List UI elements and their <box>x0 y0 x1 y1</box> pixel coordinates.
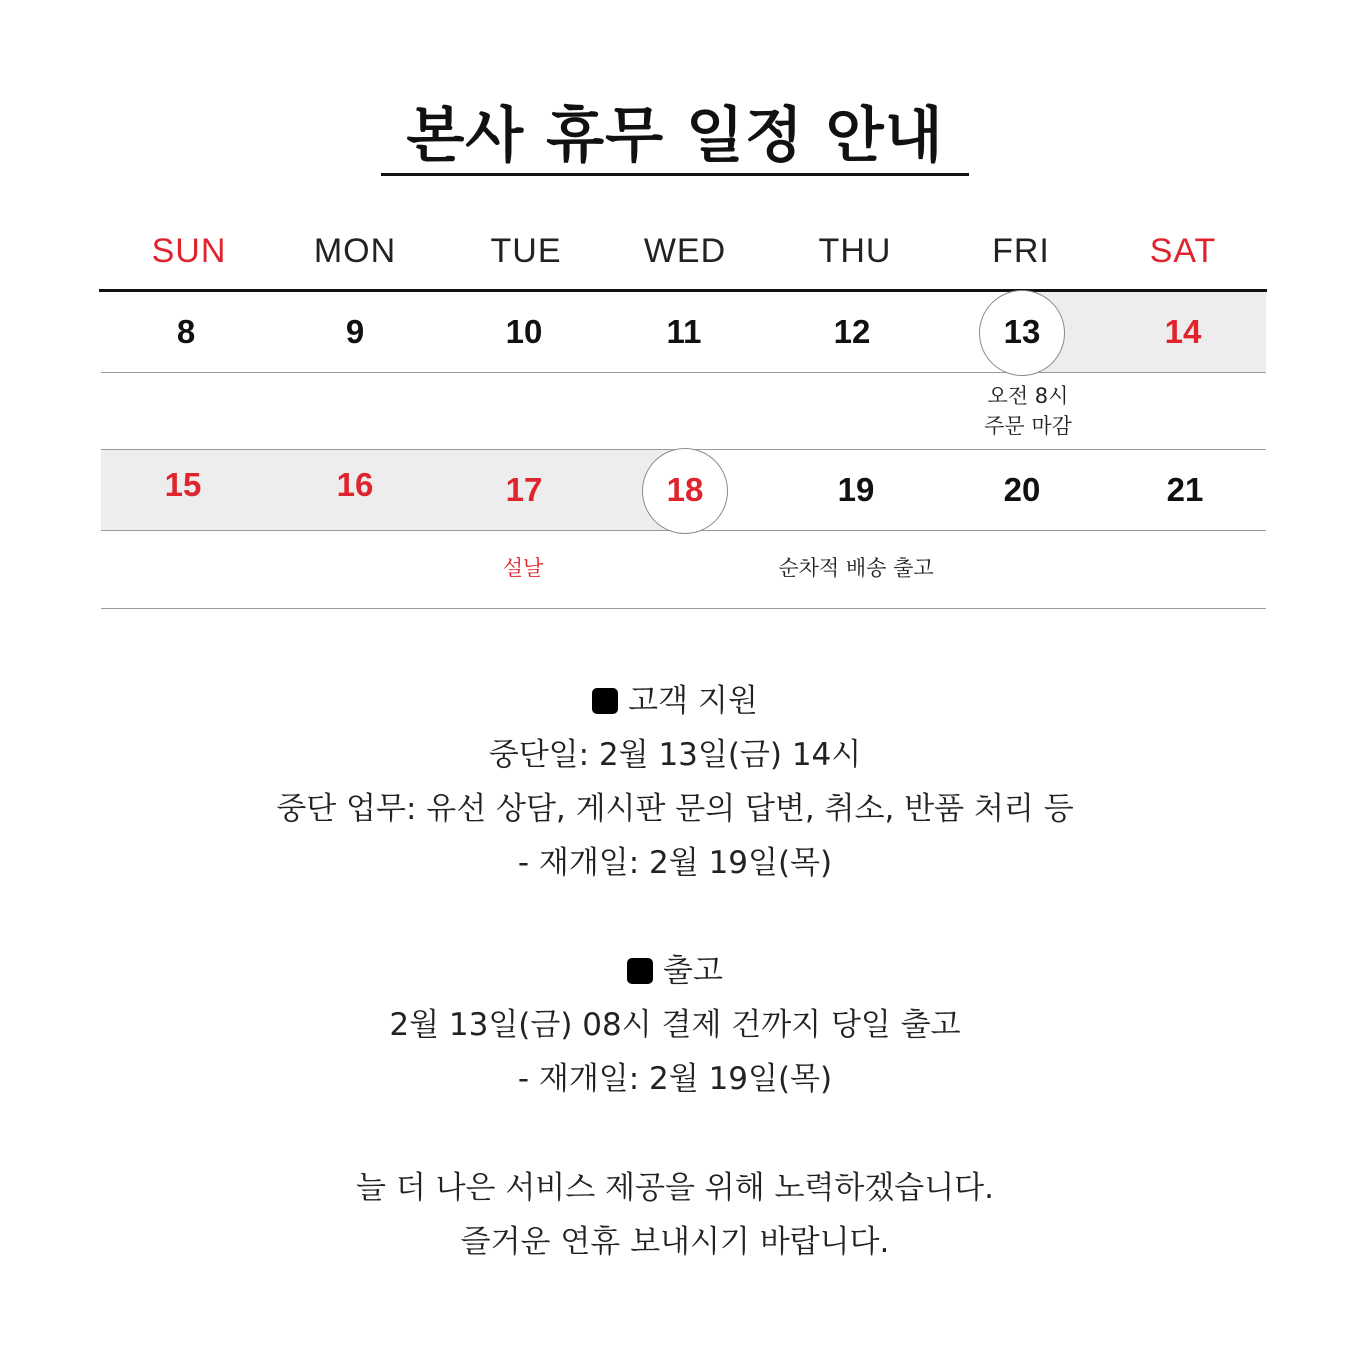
date-cell: 17 <box>505 471 543 508</box>
shipping-line: 2월 13일(금) 08시 결제 건까지 당일 출고 <box>389 1007 961 1043</box>
title-underline <box>381 173 969 176</box>
date-cell: 8 <box>176 313 196 350</box>
date-cell: 18 <box>666 471 704 508</box>
date-cell: 19 <box>837 471 875 508</box>
shipping-heading <box>0 953 1350 989</box>
date-cell: 13 <box>1003 313 1041 350</box>
date-cell: 15 <box>164 466 202 503</box>
weekday-wed: WED <box>643 232 727 270</box>
date-cell: 9 <box>345 313 365 350</box>
shipping-heading-text: 출고 <box>663 953 723 989</box>
shipping-resume-note: 순차적 배송 출고 <box>778 556 934 580</box>
date-cell: 16 <box>336 466 374 503</box>
weekday-mon: MON <box>313 232 397 270</box>
header-divider <box>99 289 1267 292</box>
closing-line: 늘 더 나은 서비스 제공을 위해 노력하겠습니다. <box>356 1170 994 1206</box>
note-line: 주문 마감 <box>984 414 1072 438</box>
shipping-line: - 재개일: 2월 19일(목) <box>517 1061 833 1097</box>
grid-line <box>101 372 1266 373</box>
support-heading-text: 고객 지원 <box>628 683 758 719</box>
weekday-sat: SAT <box>1149 232 1217 270</box>
closing-line: 즐거운 연휴 보내시기 바랍니다. <box>460 1224 890 1260</box>
date-cell: 11 <box>666 313 702 350</box>
holiday-note: 설날 <box>502 556 544 580</box>
order-cutoff-note <box>918 381 1138 441</box>
support-heading <box>0 683 1350 719</box>
date-cell: 12 <box>833 313 871 350</box>
page-title: 본사 휴무 일정 안내 <box>406 101 944 171</box>
date-cell: 20 <box>1003 471 1041 508</box>
support-line: 중단일: 2월 13일(금) 14시 <box>488 737 862 773</box>
support-line: 중단 업무: 유선 상담, 게시판 문의 답변, 취소, 반품 처리 등 <box>276 791 1074 827</box>
date-cell: 21 <box>1166 471 1204 508</box>
grid-line <box>101 608 1266 609</box>
weekday-fri: FRI <box>992 232 1050 270</box>
weekday-tue: TUE <box>490 232 562 270</box>
support-line: - 재개일: 2월 19일(목) <box>517 845 833 881</box>
note-line: 오전 8시 <box>987 384 1069 408</box>
square-bullet-icon <box>592 688 618 714</box>
weekday-sun: SUN <box>151 232 227 270</box>
square-bullet-icon <box>627 958 653 984</box>
date-cell: 10 <box>505 313 543 350</box>
date-cell: 14 <box>1164 313 1202 350</box>
weekday-thu: THU <box>818 232 892 270</box>
